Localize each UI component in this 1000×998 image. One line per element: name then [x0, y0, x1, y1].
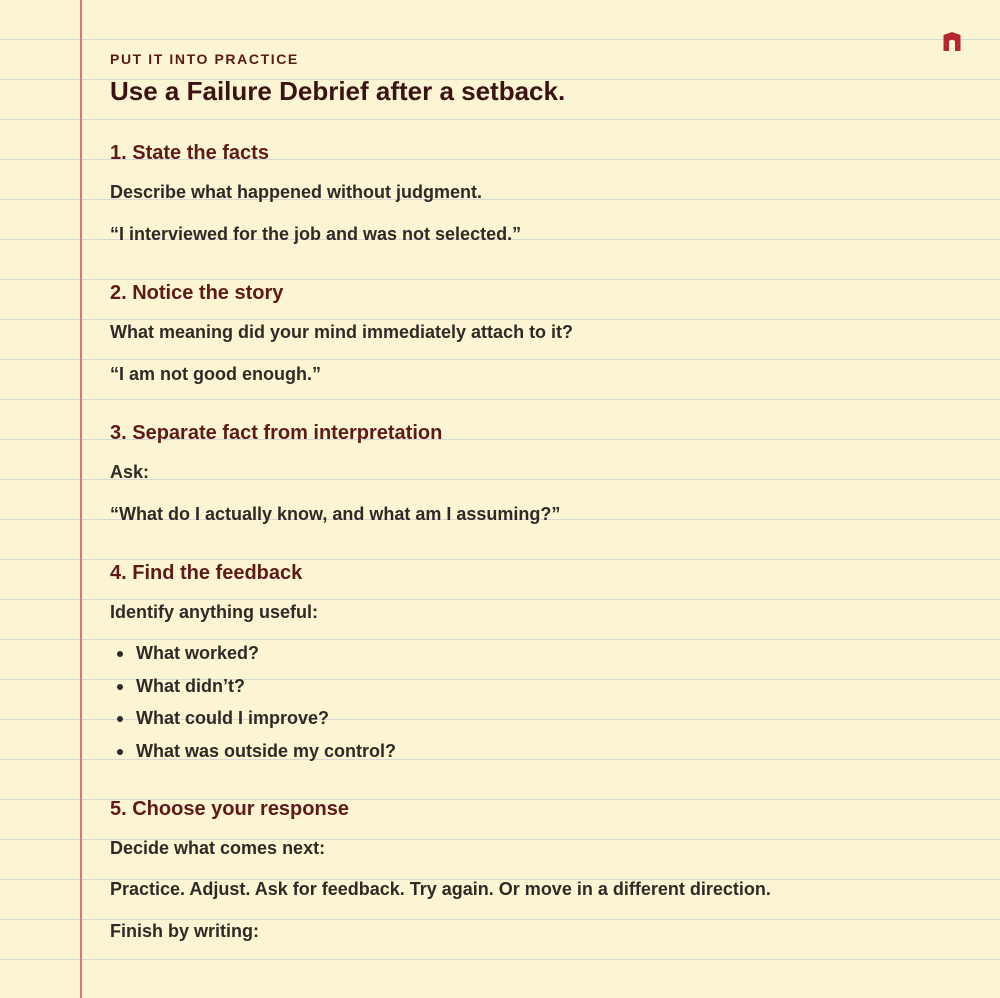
step-4-heading: 4. Find the feedback — [110, 562, 303, 584]
page-title: Use a Failure Debrief after a setback. — [110, 76, 566, 106]
step-3-heading: 3. Separate fact from interpretation — [110, 422, 443, 444]
eyebrow-label: PUT IT INTO PRACTICE — [110, 51, 299, 67]
margin-line — [80, 0, 82, 998]
bullet-icon — [117, 749, 123, 755]
step-3-description: Ask: — [110, 462, 150, 482]
bullet-icon — [117, 684, 123, 690]
list-item — [110, 674, 396, 707]
step-3-example: “What do I actually know, and what am I assuming?” — [110, 504, 561, 524]
list-item-text: What was outside my control? — [136, 740, 397, 761]
list-item — [110, 706, 396, 739]
step-2-example: “I am not good enough.” — [110, 364, 321, 384]
step-5-closing: Finish by writing: — [110, 921, 259, 941]
step-2-description: What meaning did your mind immediately attach to it? — [110, 322, 574, 342]
step-1-description: Describe what happened without judgment. — [110, 182, 483, 202]
step-1-example: “I interviewed for the job and was not selected.” — [110, 224, 522, 244]
shield-icon — [943, 32, 961, 52]
list-item-text: What worked? — [136, 643, 260, 663]
list-item — [110, 641, 396, 674]
step-5-description: Decide what comes next: — [110, 838, 326, 858]
bullet-icon — [117, 716, 123, 722]
feedback-list — [110, 641, 396, 771]
list-item — [110, 739, 396, 772]
step-2-heading: 2. Notice the story — [110, 282, 284, 304]
step-5-heading: 5. Choose your response — [110, 798, 349, 820]
list-item-text: What didn’t? — [136, 675, 245, 696]
step-1-heading: 1. State the facts — [110, 142, 269, 164]
step-4-description: Identify anything useful: — [110, 602, 319, 622]
bullet-icon — [117, 651, 123, 657]
step-5-options: Practice. Adjust. Ask for feedback. Try again. Or move in a different direction. — [110, 879, 771, 899]
list-item-text: What could I improve? — [136, 708, 330, 728]
